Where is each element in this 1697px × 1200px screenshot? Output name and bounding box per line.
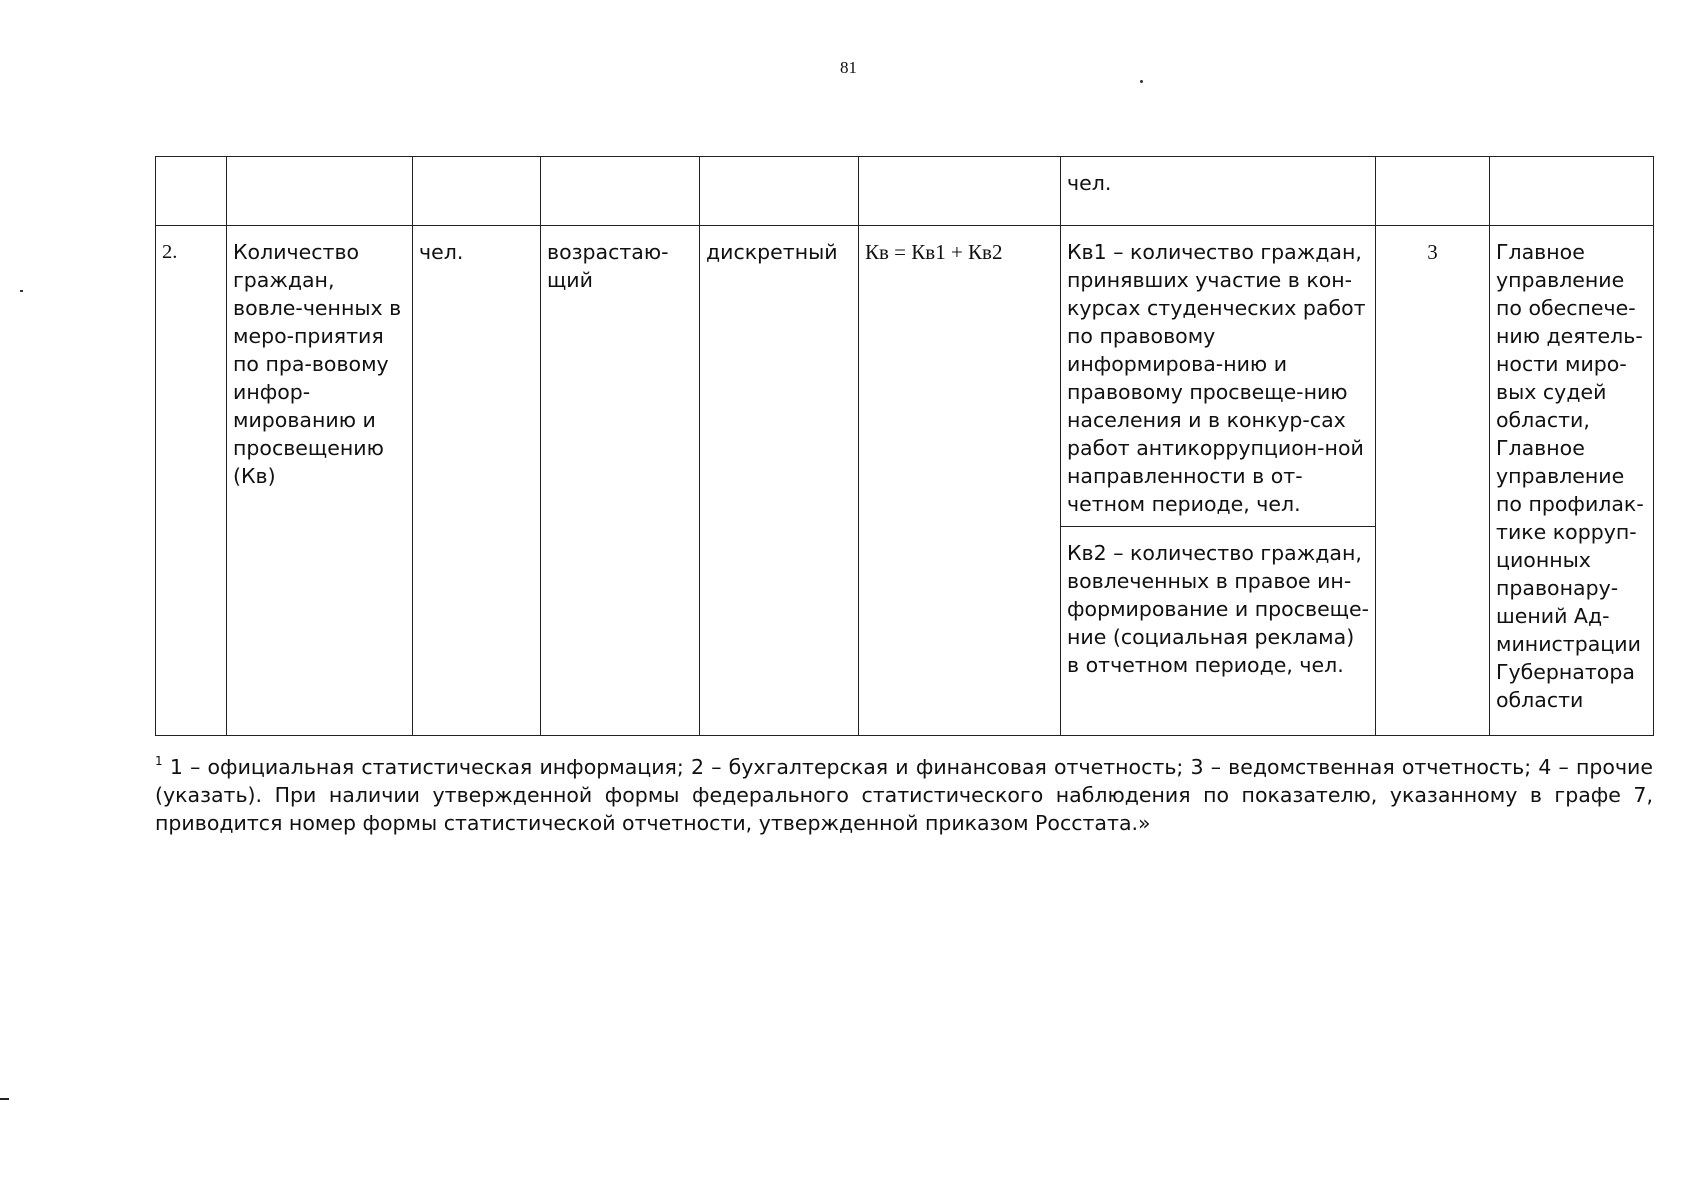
table-cell [1490, 157, 1654, 226]
table-cell [227, 157, 413, 226]
table-cell [1376, 157, 1490, 226]
table-cell [413, 157, 541, 226]
indicator-name: Количество граждан, вовле-ченных в меро-приятия по пра-вовому инфор-мированию и просвещению (Кв) [227, 226, 413, 736]
scan-mark [0, 1098, 9, 1100]
indicator-type: дискретный [700, 226, 859, 736]
responsible-body: Главное управление по обеспече-нию деятель-ности миро-вых судей области, Главное управление по профилак-тике корруп-ционных правонару-шений Ад-министрации Губернатора области [1490, 226, 1654, 736]
indicator-formula: Кв = Кв1 + Кв2 [859, 226, 1061, 736]
scan-speck [1140, 80, 1143, 83]
indicator-dynamics: возрастаю-щий [541, 226, 700, 736]
table-cell [859, 157, 1061, 226]
indicator-table [155, 156, 1654, 736]
formula-component-2: Кв2 – количество граждан, вовлеченных в правое ин-формирование и просвеще-ние (социальная реклама) в отчетном периоде, чел. [1061, 527, 1376, 736]
table-row [156, 226, 1654, 527]
table-row-continuation [156, 157, 1654, 226]
table-cell [541, 157, 700, 226]
footnote-text: 1 – официальная статистическая информация; 2 – бухгалтерская и финансовая отчетность; 3 – ведомственная отчетность; 4 – прочие (указать). При наличии утвержденной формы федерального статистического наблюдения по показателю, указанному в графе 7, приводится номер формы статистической отчетности, утвержденной приказом Росстата.» [155, 755, 1653, 835]
table-cell [700, 157, 859, 226]
row-number: 2. [156, 226, 227, 736]
data-source: 3 [1376, 226, 1490, 736]
footnote [155, 747, 1653, 837]
table-cell [156, 157, 227, 226]
page-number: 81 [840, 58, 857, 77]
formula-component-1: Кв1 – количество граждан, принявших участие в кон-курсах студенческих работ по правовому информирова-нию и правовому просвеще-нию населения и в конкур-сах работ антикоррупцион-ной направленности в от-четном периоде, чел. [1061, 226, 1376, 527]
table-cell-unit-fragment: чел. [1061, 157, 1376, 226]
scan-speck [20, 290, 23, 292]
indicator-unit: чел. [413, 226, 541, 736]
footnote-marker: 1 [155, 754, 163, 768]
